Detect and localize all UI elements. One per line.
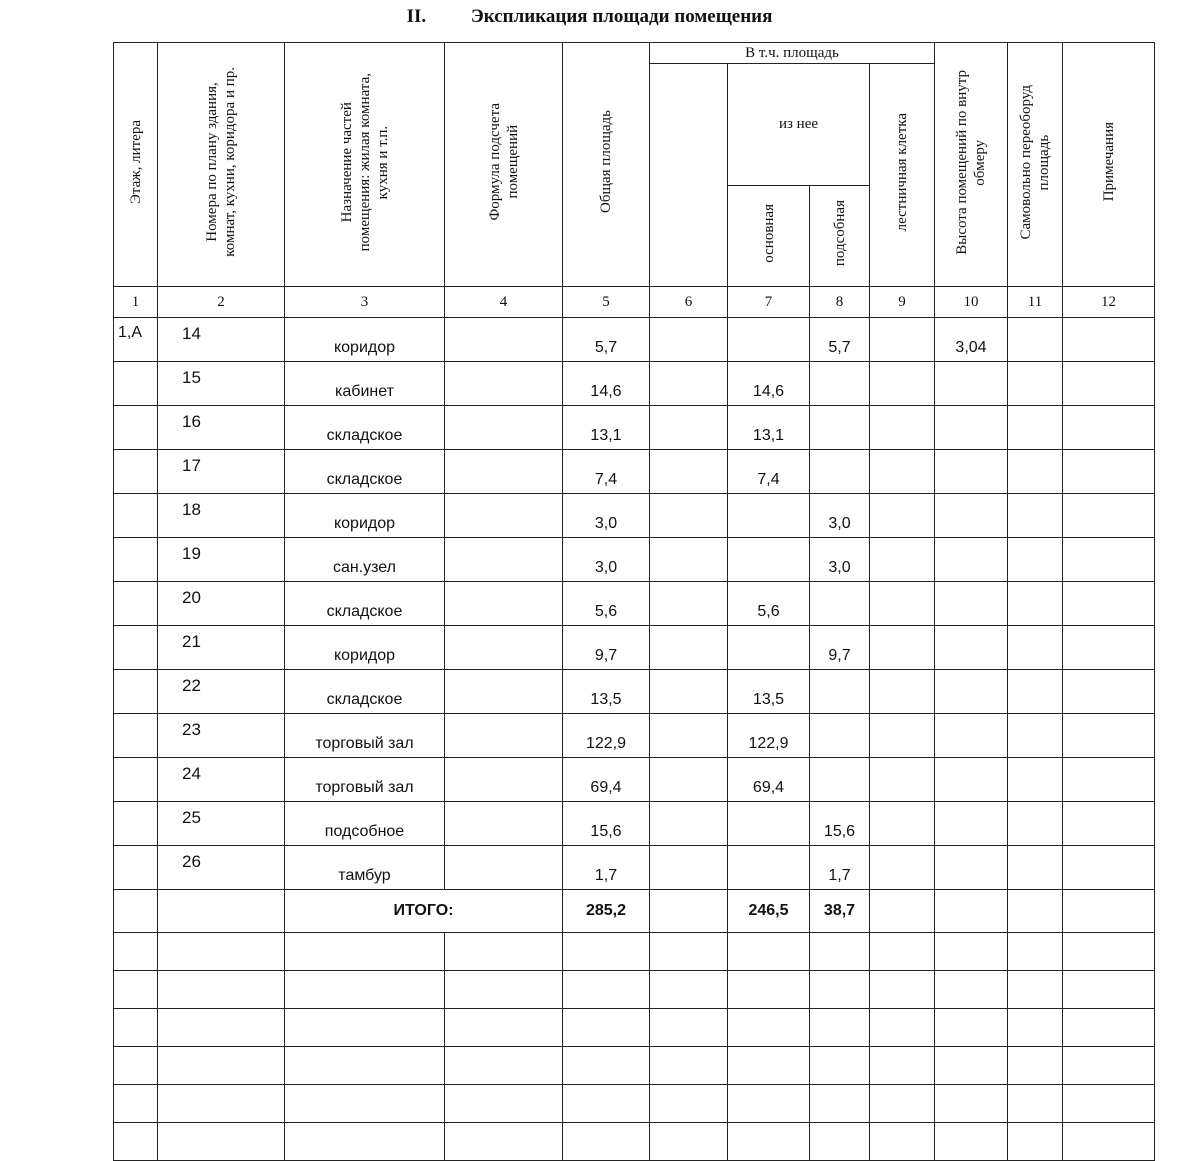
total-area-cell: 1,7 — [563, 846, 650, 890]
notes-cell — [1063, 406, 1155, 450]
notes-cell — [1063, 758, 1155, 802]
floor-cell — [114, 714, 158, 758]
empty-cell — [870, 1047, 935, 1085]
column-number: 12 — [1063, 287, 1155, 318]
empty-cell — [285, 1085, 445, 1123]
empty-cell — [728, 1047, 810, 1085]
empty-cell — [285, 933, 445, 971]
formula-cell — [445, 802, 563, 846]
document-title — [0, 6, 1179, 28]
empty-cell — [870, 1123, 935, 1161]
main-area-cell — [728, 538, 810, 582]
unauthorized-cell — [1008, 450, 1063, 494]
unauthorized-cell — [1008, 362, 1063, 406]
height-cell — [935, 582, 1008, 626]
purpose-cell: коридор — [285, 494, 445, 538]
aux-area-cell: 9,7 — [810, 626, 870, 670]
stairwell-cell — [870, 494, 935, 538]
empty-cell — [445, 1123, 563, 1161]
floor-cell — [114, 582, 158, 626]
column-numbers-row — [114, 287, 1155, 318]
empty-cell — [935, 933, 1008, 971]
floor-cell — [114, 450, 158, 494]
empty-cell — [158, 1009, 285, 1047]
empty-cell — [650, 933, 728, 971]
empty-cell — [1008, 1009, 1063, 1047]
total-area-cell: 7,4 — [563, 450, 650, 494]
formula-cell — [445, 758, 563, 802]
height-cell — [935, 846, 1008, 890]
table-row — [114, 538, 1155, 582]
notes-cell — [1063, 846, 1155, 890]
stairwell-cell — [870, 758, 935, 802]
header-formula: Формула подсчета помещений — [445, 43, 563, 287]
main-area-cell — [728, 802, 810, 846]
total-area-cell: 5,6 — [563, 582, 650, 626]
empty-cell — [935, 1009, 1008, 1047]
table-row — [114, 582, 1155, 626]
unauthorized-cell — [1008, 758, 1063, 802]
room-number-cell: 20 — [158, 582, 285, 626]
empty-cell — [285, 1009, 445, 1047]
col6-cell — [650, 802, 728, 846]
empty-cell — [728, 1123, 810, 1161]
title-text: Экспликация площади помещения — [470, 6, 773, 27]
floor-cell — [114, 758, 158, 802]
empty-cell — [114, 971, 158, 1009]
empty-cell — [285, 1123, 445, 1161]
explication-table — [113, 42, 1155, 1161]
empty-cell — [158, 1085, 285, 1123]
empty-cell — [810, 971, 870, 1009]
aux-area-cell — [810, 582, 870, 626]
total-area-cell: 3,0 — [563, 538, 650, 582]
floor-cell — [114, 846, 158, 890]
room-number-cell: 25 — [158, 802, 285, 846]
empty-cell — [870, 971, 935, 1009]
header-total-area: Общая площадь — [563, 43, 650, 287]
purpose-cell: складское — [285, 670, 445, 714]
height-cell — [935, 626, 1008, 670]
formula-cell — [445, 626, 563, 670]
unauthorized-cell — [1008, 670, 1063, 714]
table-row — [114, 494, 1155, 538]
room-number-cell: 22 — [158, 670, 285, 714]
column-number: 8 — [810, 287, 870, 318]
height-cell — [935, 362, 1008, 406]
notes-cell — [1063, 714, 1155, 758]
table-row — [114, 318, 1155, 362]
empty-cell — [1008, 933, 1063, 971]
empty-cell — [158, 933, 285, 971]
formula-cell — [445, 318, 563, 362]
purpose-cell: подсобное — [285, 802, 445, 846]
total-area-sum: 285,2 — [563, 890, 650, 933]
column-number: 4 — [445, 287, 563, 318]
empty-cell — [1063, 1009, 1155, 1047]
empty-cell — [810, 1085, 870, 1123]
aux-area-cell: 1,7 — [810, 846, 870, 890]
header-notes: Примечания — [1063, 43, 1155, 287]
empty-cell — [1008, 971, 1063, 1009]
stairwell-cell — [870, 890, 935, 933]
purpose-cell: складское — [285, 406, 445, 450]
stairwell-cell — [870, 626, 935, 670]
aux-area-cell: 3,0 — [810, 494, 870, 538]
empty-cell — [285, 1047, 445, 1085]
col6-cell — [650, 714, 728, 758]
floor-cell — [114, 890, 158, 933]
empty-cell — [1063, 1123, 1155, 1161]
main-area-cell — [728, 846, 810, 890]
unauthorized-cell — [1008, 494, 1063, 538]
empty-cell — [563, 1009, 650, 1047]
empty-cell — [445, 933, 563, 971]
empty-cell — [1008, 1123, 1063, 1161]
formula-cell — [445, 538, 563, 582]
notes-cell — [1063, 538, 1155, 582]
notes-cell — [1063, 450, 1155, 494]
height-cell — [935, 494, 1008, 538]
empty-cell — [114, 933, 158, 971]
unauthorized-cell — [1008, 626, 1063, 670]
empty-cell — [563, 1123, 650, 1161]
column-number: 10 — [935, 287, 1008, 318]
main-area-cell — [728, 494, 810, 538]
col6-cell — [650, 494, 728, 538]
col6-cell — [650, 890, 728, 933]
header-subgroup: из нее — [728, 64, 870, 186]
empty-cell — [870, 1009, 935, 1047]
room-number-cell: 26 — [158, 846, 285, 890]
col6-cell — [650, 670, 728, 714]
aux-area-cell: 5,7 — [810, 318, 870, 362]
stairwell-cell — [870, 406, 935, 450]
empty-cell — [445, 1085, 563, 1123]
total-label: ИТОГО: — [285, 890, 563, 933]
height-cell — [935, 758, 1008, 802]
main-area-cell: 69,4 — [728, 758, 810, 802]
empty-cell — [563, 971, 650, 1009]
main-area-cell: 14,6 — [728, 362, 810, 406]
empty-cell — [158, 1123, 285, 1161]
room-number-cell: 16 — [158, 406, 285, 450]
empty-cell — [563, 933, 650, 971]
notes-cell — [1063, 670, 1155, 714]
column-number: 6 — [650, 287, 728, 318]
column-number: 7 — [728, 287, 810, 318]
room-number-cell: 24 — [158, 758, 285, 802]
empty-cell — [870, 933, 935, 971]
table-row — [114, 802, 1155, 846]
aux-area-cell — [810, 450, 870, 494]
column-number: 5 — [563, 287, 650, 318]
notes-cell — [1063, 802, 1155, 846]
empty-cell — [1063, 933, 1155, 971]
main-area-cell: 5,6 — [728, 582, 810, 626]
header-height: Высота помещений по внутр обмеру — [935, 43, 1008, 287]
room-number-cell: 18 — [158, 494, 285, 538]
empty-cell — [935, 1123, 1008, 1161]
stairwell-cell — [870, 362, 935, 406]
empty-cell — [810, 1009, 870, 1047]
header-unauthorized: Самовольно переоборуд площадь — [1008, 43, 1063, 287]
height-cell — [935, 406, 1008, 450]
purpose-cell: складское — [285, 450, 445, 494]
notes-cell — [1063, 362, 1155, 406]
formula-cell — [445, 362, 563, 406]
unauthorized-cell — [1008, 538, 1063, 582]
col6-cell — [650, 582, 728, 626]
stairwell-cell — [870, 318, 935, 362]
unauthorized-cell — [1008, 846, 1063, 890]
empty-cell — [728, 971, 810, 1009]
unauthorized-cell — [1008, 714, 1063, 758]
unauthorized-cell — [1008, 406, 1063, 450]
aux-area-sum: 38,7 — [810, 890, 870, 933]
formula-cell — [445, 450, 563, 494]
header-main: основная — [728, 185, 810, 286]
column-number: 9 — [870, 287, 935, 318]
header-aux: подсобная — [810, 185, 870, 286]
formula-cell — [445, 714, 563, 758]
stairwell-cell — [870, 846, 935, 890]
header-purpose: Назначение частей помещения: жилая комната, кухня и т.п. — [285, 43, 445, 287]
purpose-cell: торговый зал — [285, 714, 445, 758]
notes-cell — [1063, 626, 1155, 670]
total-area-cell: 122,9 — [563, 714, 650, 758]
empty-cell — [650, 1085, 728, 1123]
unauthorized-cell — [1008, 318, 1063, 362]
header-room-number: Номера по плану здания, комнат, кухни, коридора и пр. — [158, 43, 285, 287]
table-row — [114, 846, 1155, 890]
col6-cell — [650, 318, 728, 362]
empty-cell — [1008, 1085, 1063, 1123]
room-number-cell: 23 — [158, 714, 285, 758]
aux-area-cell: 3,0 — [810, 538, 870, 582]
notes-cell — [1063, 890, 1155, 933]
room-number-cell: 14 — [158, 318, 285, 362]
room-number-cell: 21 — [158, 626, 285, 670]
height-cell — [935, 714, 1008, 758]
section-number: II. — [406, 6, 427, 27]
empty-row — [114, 1085, 1155, 1123]
col6-cell — [650, 406, 728, 450]
empty-cell — [650, 971, 728, 1009]
empty-cell — [114, 1085, 158, 1123]
header-stairwell: лестничная клетка — [870, 64, 935, 287]
notes-cell — [1063, 582, 1155, 626]
height-cell — [935, 538, 1008, 582]
empty-cell — [728, 933, 810, 971]
notes-cell — [1063, 494, 1155, 538]
height-cell — [935, 890, 1008, 933]
table-row — [114, 450, 1155, 494]
main-area-cell: 122,9 — [728, 714, 810, 758]
floor-cell — [114, 538, 158, 582]
empty-cell — [114, 1047, 158, 1085]
total-area-cell: 9,7 — [563, 626, 650, 670]
aux-area-cell — [810, 406, 870, 450]
main-area-sum: 246,5 — [728, 890, 810, 933]
empty-cell — [563, 1047, 650, 1085]
empty-cell — [158, 971, 285, 1009]
purpose-cell: складское — [285, 582, 445, 626]
col6-cell — [650, 538, 728, 582]
table-row — [114, 714, 1155, 758]
unauthorized-cell — [1008, 582, 1063, 626]
main-area-cell — [728, 626, 810, 670]
unauthorized-cell — [1008, 890, 1063, 933]
purpose-cell: коридор — [285, 626, 445, 670]
aux-area-cell — [810, 714, 870, 758]
table-row — [114, 362, 1155, 406]
formula-cell — [445, 494, 563, 538]
col6-cell — [650, 626, 728, 670]
empty-cell — [563, 1085, 650, 1123]
total-area-cell: 14,6 — [563, 362, 650, 406]
formula-cell — [445, 406, 563, 450]
table-row — [114, 758, 1155, 802]
empty-cell — [445, 1047, 563, 1085]
main-area-cell: 7,4 — [728, 450, 810, 494]
empty-cell — [445, 971, 563, 1009]
total-row — [114, 890, 1155, 933]
formula-cell — [445, 670, 563, 714]
empty-cell — [285, 971, 445, 1009]
table-row — [114, 406, 1155, 450]
room-number-cell: 15 — [158, 362, 285, 406]
col6-cell — [650, 362, 728, 406]
total-area-cell: 13,1 — [563, 406, 650, 450]
header-col6 — [650, 64, 728, 287]
stairwell-cell — [870, 802, 935, 846]
empty-cell — [1063, 971, 1155, 1009]
stairwell-cell — [870, 582, 935, 626]
formula-cell — [445, 582, 563, 626]
empty-cell — [1063, 1047, 1155, 1085]
purpose-cell: коридор — [285, 318, 445, 362]
col6-cell — [650, 846, 728, 890]
empty-cell — [445, 1009, 563, 1047]
empty-cell — [158, 1047, 285, 1085]
column-number: 1 — [114, 287, 158, 318]
empty-cell — [1008, 1047, 1063, 1085]
header-group: В т.ч. площадь — [650, 43, 935, 64]
empty-cell — [114, 1009, 158, 1047]
main-area-cell — [728, 318, 810, 362]
aux-area-cell — [810, 758, 870, 802]
aux-area-cell — [810, 670, 870, 714]
column-number: 11 — [1008, 287, 1063, 318]
room-number-cell: 19 — [158, 538, 285, 582]
floor-cell: 1,А — [114, 318, 158, 362]
room-number-cell: 17 — [158, 450, 285, 494]
empty-cell — [810, 933, 870, 971]
empty-row — [114, 1009, 1155, 1047]
column-number: 3 — [285, 287, 445, 318]
height-cell — [935, 450, 1008, 494]
floor-cell — [114, 494, 158, 538]
column-number: 2 — [158, 287, 285, 318]
stairwell-cell — [870, 450, 935, 494]
empty-row — [114, 1047, 1155, 1085]
floor-cell — [114, 626, 158, 670]
height-cell — [935, 802, 1008, 846]
total-area-cell: 69,4 — [563, 758, 650, 802]
empty-cell — [810, 1123, 870, 1161]
empty-cell — [935, 1047, 1008, 1085]
empty-cell — [728, 1085, 810, 1123]
purpose-cell: торговый зал — [285, 758, 445, 802]
empty-cell — [728, 1009, 810, 1047]
header-floor: Этаж, литера — [114, 43, 158, 287]
empty-cell — [650, 1123, 728, 1161]
table-row — [114, 670, 1155, 714]
empty-cell — [870, 1085, 935, 1123]
floor-cell — [114, 802, 158, 846]
col6-cell — [650, 450, 728, 494]
unauthorized-cell — [1008, 802, 1063, 846]
empty-cell — [935, 971, 1008, 1009]
stairwell-cell — [870, 670, 935, 714]
total-area-cell: 5,7 — [563, 318, 650, 362]
height-cell — [935, 670, 1008, 714]
formula-cell — [445, 846, 563, 890]
empty-row — [114, 971, 1155, 1009]
empty-cell — [935, 1085, 1008, 1123]
stairwell-cell — [870, 538, 935, 582]
height-cell: 3,04 — [935, 318, 1008, 362]
empty-cell — [810, 1047, 870, 1085]
notes-cell — [1063, 318, 1155, 362]
aux-area-cell — [810, 362, 870, 406]
empty-row — [114, 933, 1155, 971]
floor-cell — [114, 670, 158, 714]
floor-cell — [114, 406, 158, 450]
main-area-cell: 13,1 — [728, 406, 810, 450]
purpose-cell: кабинет — [285, 362, 445, 406]
total-area-cell: 13,5 — [563, 670, 650, 714]
col6-cell — [650, 758, 728, 802]
empty-cell — [650, 1009, 728, 1047]
aux-area-cell: 15,6 — [810, 802, 870, 846]
table-row — [114, 626, 1155, 670]
empty-row — [114, 1123, 1155, 1161]
stairwell-cell — [870, 714, 935, 758]
main-area-cell: 13,5 — [728, 670, 810, 714]
floor-cell — [114, 362, 158, 406]
empty-cell — [114, 1123, 158, 1161]
purpose-cell: тамбур — [285, 846, 445, 890]
empty-cell — [650, 1047, 728, 1085]
empty-cell — [1063, 1085, 1155, 1123]
total-area-cell: 3,0 — [563, 494, 650, 538]
total-area-cell: 15,6 — [563, 802, 650, 846]
purpose-cell: сан.узел — [285, 538, 445, 582]
room-number-cell — [158, 890, 285, 933]
